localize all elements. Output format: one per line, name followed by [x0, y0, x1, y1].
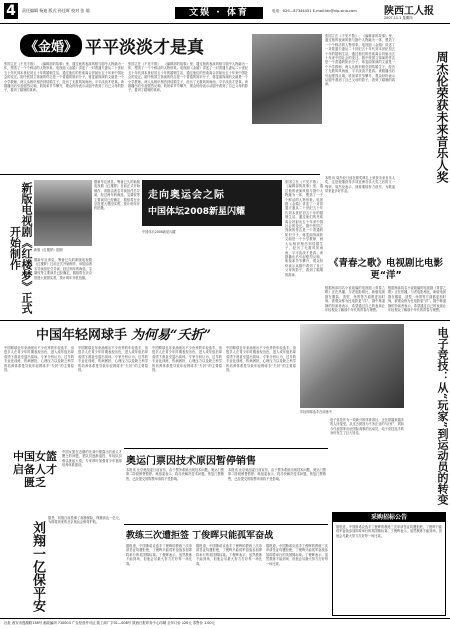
section-label: 文娱 · 体育	[175, 7, 263, 19]
divider-4	[124, 524, 328, 525]
divider-3	[124, 448, 328, 449]
page-number: 4	[4, 3, 18, 19]
esports-body: 电子竞技作为一项新兴的体育项目，正在被越来越多的人所接受。从过去被视为不务正业的“玩家”，到如今代表国家出征国际赛事的运动员，电子竞技选手的身份发生了巨大转变。	[330, 418, 404, 436]
women-basketball-body: 中国女篮在近期的比赛中暴露出后备人才匮乏的问题，老队员逐渐退役，年轻队员难以挑起大梁，专家呼吁加强青少年篮球培养体系建设。	[62, 450, 122, 468]
golden-wedding-body-col2: 张国立在《不见不散》、《编辑部的故事》里，通过他的表演风格与剧中人物融为一体，塑造了一个个鲜活的人物形象。电视剧《金婚》讲述了一对普通夫妻从二十世纪五十年代到本世纪初五十年的婚姻生活，通过他们的悲欢离合折射出五十年来中国社会的变迁。剧中张国立饰演的佟志是一个普通的知识分子，蒋雯丽饰演的文丽是一个小学教师，两人从相识相恋到结婚生子，经历了无数风风雨雨，平平淡淡才是真。该剧播出后引起强烈反响，收视率节节攀升，观众纷纷表示从剧中看到了自己父母的影子，看到了婚姻的真谛。	[128, 62, 248, 93]
red-mansions-caption: 新版《红楼梦》剧照	[34, 248, 63, 252]
olympic-tickets-body-2: 本报讯 北京奥组委日前宣布，由于票务系统出现技术问题，奥运门票第二阶段销售暂停。奥组委表示，将尽快解决技术问题，恢复门票销售，已经提交的购票申请将不受影响。	[228, 468, 326, 481]
women-basketball-title: 中国女篮启备人才匮乏	[13, 450, 57, 489]
coach-headline: 教练三次遭拒签 丁俊晖只能孤军奋战	[126, 531, 274, 541]
spring-song-body: 根据杨沫同名小说改编的电视剧《青春之歌》正在热播，与老电影相比，新版电视剧在服装、造型、场景等方面都更加时尚，被观众称为比电影更“洋”。剧中林道静的扮演者表示，希望通过自己的表演让年轻观众了解那个年代的青春与理想。	[325, 286, 385, 313]
tennis-body-2: 中国网球近年来涌现出不少优秀的年轻选手，但很多人在青少年时期表现出色，进入成年组后却成绩下滑甚至退出赛场。专家分析认为，过早的专业化训练、伤病困扰、心理压力以及缺乏科学的培养体系是导致年轻网球手“夭折”的主要原因。	[78, 346, 148, 373]
tender-notice-body: 据报道，中国斯诺克选手丁俊晖的教练三次申请签证均遭拒绝，丁俊晖只能孤军奋战参加即将举行的英国锦标赛。丁俊晖表示，虽然教练不能到场，但他会尽最大努力打好每一场比赛。	[336, 525, 442, 538]
contact-info: 电话：029—87344451 E-mail:ldc@vip.sina.com	[272, 9, 357, 13]
red-mansions-title: 新版电视剧《红楼梦》正式开始制作	[8, 182, 33, 314]
tennis-body: 中国网球近年来涌现出不少优秀的年轻选手，但很多人在青少年时期表现出色，进入成年组后却成绩下滑甚至退出赛场。专家分析认为，过早的专业化训练、伤病困扰、心理压力以及缺乏科学的培养体系是导致年轻网球手“夭折”的主要原因。	[4, 346, 74, 373]
middle-col-body: 张国立在《不见不散》、《编辑部的故事》里，通过他的表演风格与剧中人物融为一体，塑造了一个个鲜活的人物形象。电视剧《金婚》讲述了一对普通夫妻从二十世纪五十年代到本世纪初五十年的婚姻生活，通过他们的悲欢离合折射出五十年来中国社会的变迁。剧中张国立饰演的佟志是一个普通的知识分子，蒋雯丽饰演的文丽是一个小学教师，两人从相识相恋到结婚生子，经历了无数风风雨雨，平平淡淡才是真。该剧播出后引起强烈反响，收视率节节攀升，观众纷纷表示从剧中看到了自己父母的影子，看到了婚姻的真谛。	[285, 180, 323, 277]
olympic-eve-body: 中国体坛2008新星闪耀	[142, 230, 176, 234]
spring-song-body-2: 根据杨沫同名小说改编的电视剧《青春之歌》正在热播，与老电影相比，新版电视剧在服装、造型、场景等方面都更加时尚，被观众称为比电影更“洋”。剧中林道静的扮演者表示，希望通过自己的表演让年轻观众了解那个年代的青春与理想。	[388, 286, 446, 313]
golden-wedding-tag: 《金婚》	[20, 34, 82, 57]
tennis-headline	[36, 322, 211, 344]
liu-xiang-body: 据悉，刘翔日前投保了高额保险，保额高达一亿元，为即将到来的北京奥运会保驾护航。	[48, 516, 122, 525]
zhou-title: 周杰伦荣获未来音乐人奖	[435, 51, 449, 183]
olympic-eve-title: 走向奥运会之际	[148, 190, 225, 201]
tender-notice-title: 采购招标公告	[333, 513, 445, 522]
golden-wedding-headline	[20, 34, 204, 56]
olympic-eve-subtitle: 中国体坛2008新星闪耀	[148, 207, 246, 217]
golden-wedding-body-col4: 张国立在《不见不散》、《编辑部的故事》里，通过他的表演风格与剧中人物融为一体，塑造了一个个鲜活的人物形象。电视剧《金婚》讲述了一对普通夫妻从二十世纪五十年代到本世纪初五十年的婚姻生活，通过他们的悲欢离合折射出五十年来中国社会的变迁。剧中张国立饰演的佟志是一个普通的知识分子，蒋雯丽饰演的文丽是一个小学教师，两人从相识相恋到结婚生子，经历了无数风风雨雨，平平淡淡才是真。该剧播出后引起强烈反响，收视率节节攀升，观众纷纷表示从剧中看到了自己父母的影子，看到了婚姻的真谛。	[325, 34, 395, 87]
spring-song-headline	[325, 258, 447, 282]
olympic-tickets-body: 本报讯 北京奥组委日前宣布，由于票务系统出现技术问题，奥运门票第二阶段销售暂停。奥组委表示，将尽快解决技术问题，恢复门票销售，已经提交的购票申请将不受影响。	[126, 468, 224, 481]
red-mansions-body: 据新华社消息，筹备已久的新版电视剧《红楼梦》日前正式开始制作，该剧由著名导演担任总导演，经过两年的海选，宝黛钗等主要演员已经确定，剧组将在北京搭建大观园实景，预计明年开机拍摄。	[94, 180, 140, 211]
tender-notice-box	[332, 512, 446, 616]
coach-body: 据报道，中国斯诺克选手丁俊晖的教练三次申请签证均遭拒绝，丁俊晖只能孤军奋战参加即将举行的英国锦标赛。丁俊晖表示，虽然教练不能到场，但他会尽最大努力打好每一场比赛。	[126, 544, 192, 566]
coach-body-2: 据报道，中国斯诺克选手丁俊晖的教练三次申请签证均遭拒绝，丁俊晖只能孤军奋战参加即将举行的英国锦标赛。丁俊晖表示，虽然教练不能到场，但他会尽最大努力打好每一场比赛。	[196, 544, 262, 566]
tennis-body-3: 中国网球近年来涌现出不少优秀的年轻选手，但很多人在青少年时期表现出色，进入成年组后却成绩下滑甚至退出赛场。专家分析认为，过早的专业化训练、伤病困扰、心理压力以及缺乏科学的培养体系是导致年轻网球手“夭折”的主要原因。	[152, 346, 222, 373]
golden-wedding-body: 张国立在《不见不散》、《编辑部的故事》里，通过他的表演风格与剧中人物融为一体，塑造了一个个鲜活的人物形象。电视剧《金婚》讲述了一对普通夫妻从二十世纪五十年代到本世纪初五十年的婚姻生活，通过他们的悲欢离合折射出五十年来中国社会的变迁。剧中张国立饰演的佟志是一个普通的知识分子，蒋雯丽饰演的文丽是一个小学教师，两人从相识相恋到结婚生子，经历了无数风风雨雨，平平淡淡才是真。该剧播出后引起强烈反响，收视率节节攀升，观众纷纷表示从剧中看到了自己父母的影子，看到了婚姻的真谛。	[4, 62, 124, 93]
red-mansions-photo	[34, 180, 92, 246]
liu-xiang-title: 刘翔一亿保平安	[30, 520, 45, 612]
tennis-caption: 年轻网球选手在训练中	[300, 410, 332, 414]
tennis-title-2: 为何易“夭折”	[131, 327, 211, 343]
divider-1	[0, 174, 320, 175]
tennis-title: 中国年轻网球手	[36, 327, 128, 343]
esports-title: 电子竞技：从“玩家”到运动员的转变	[436, 327, 449, 505]
divider-2	[0, 320, 450, 321]
page-header	[0, 0, 450, 24]
coach-body-3: 据报道，中国斯诺克选手丁俊晖的教练三次申请签证均遭拒绝，丁俊晖只能孤军奋战参加即将举行的英国锦标赛。丁俊晖表示，虽然教练不能到场，但他会尽最大努力打好每一场比赛。	[266, 544, 328, 566]
spring-song-title: 《青春之歌》电视剧比电影更“洋”	[328, 258, 443, 281]
olympic-tickets-headline: 奥运门票因技术原因暂停销售	[126, 456, 256, 467]
zhou-body: 本报讯 周杰伦日前在颁奖典礼上荣获未来音乐人奖，这是他继获得多项亚洲音乐大奖之后的又一殊荣。周杰伦表示，他将继续努力创作，为歌迷带来更多好作品。	[325, 176, 395, 194]
olympic-eve-banner	[142, 180, 282, 226]
editor-credits: 责任编辑 杨迪 版式 孙佳晖 校对 张 瑜	[22, 8, 90, 13]
masthead-logo: 陕西工人报	[384, 6, 434, 17]
red-mansions-body-2: 据新华社消息，筹备已久的新版电视剧《红楼梦》日前正式开始制作，该剧由著名导演担任总导演，经过两年的海选，宝黛钗等主要演员已经确定，剧组将在北京搭建大观园实景，预计明年开机拍摄。	[34, 258, 92, 280]
tennis-photo	[300, 324, 404, 408]
page-footer: 社址 西安市莲湖路138号 邮政编码 710003 广告经营许可证 陕工商广字01—008号 陕西日报印务中心印刷 全年订价 120元 零售价 1.00元	[0, 618, 450, 628]
golden-wedding-photo	[252, 34, 322, 124]
golden-wedding-title: 平平淡淡才是真	[85, 37, 205, 58]
issue-date: 2007.11.1 星期四	[384, 16, 413, 20]
tennis-body-4: 中国网球近年来涌现出不少优秀的年轻选手，但很多人在青少年时期表现出色，进入成年组后却成绩下滑甚至退出赛场。专家分析认为，过早的专业化训练、伤病困扰、心理压力以及缺乏科学的培养体系是导致年轻网球手“夭折”的主要原因。	[226, 346, 296, 373]
